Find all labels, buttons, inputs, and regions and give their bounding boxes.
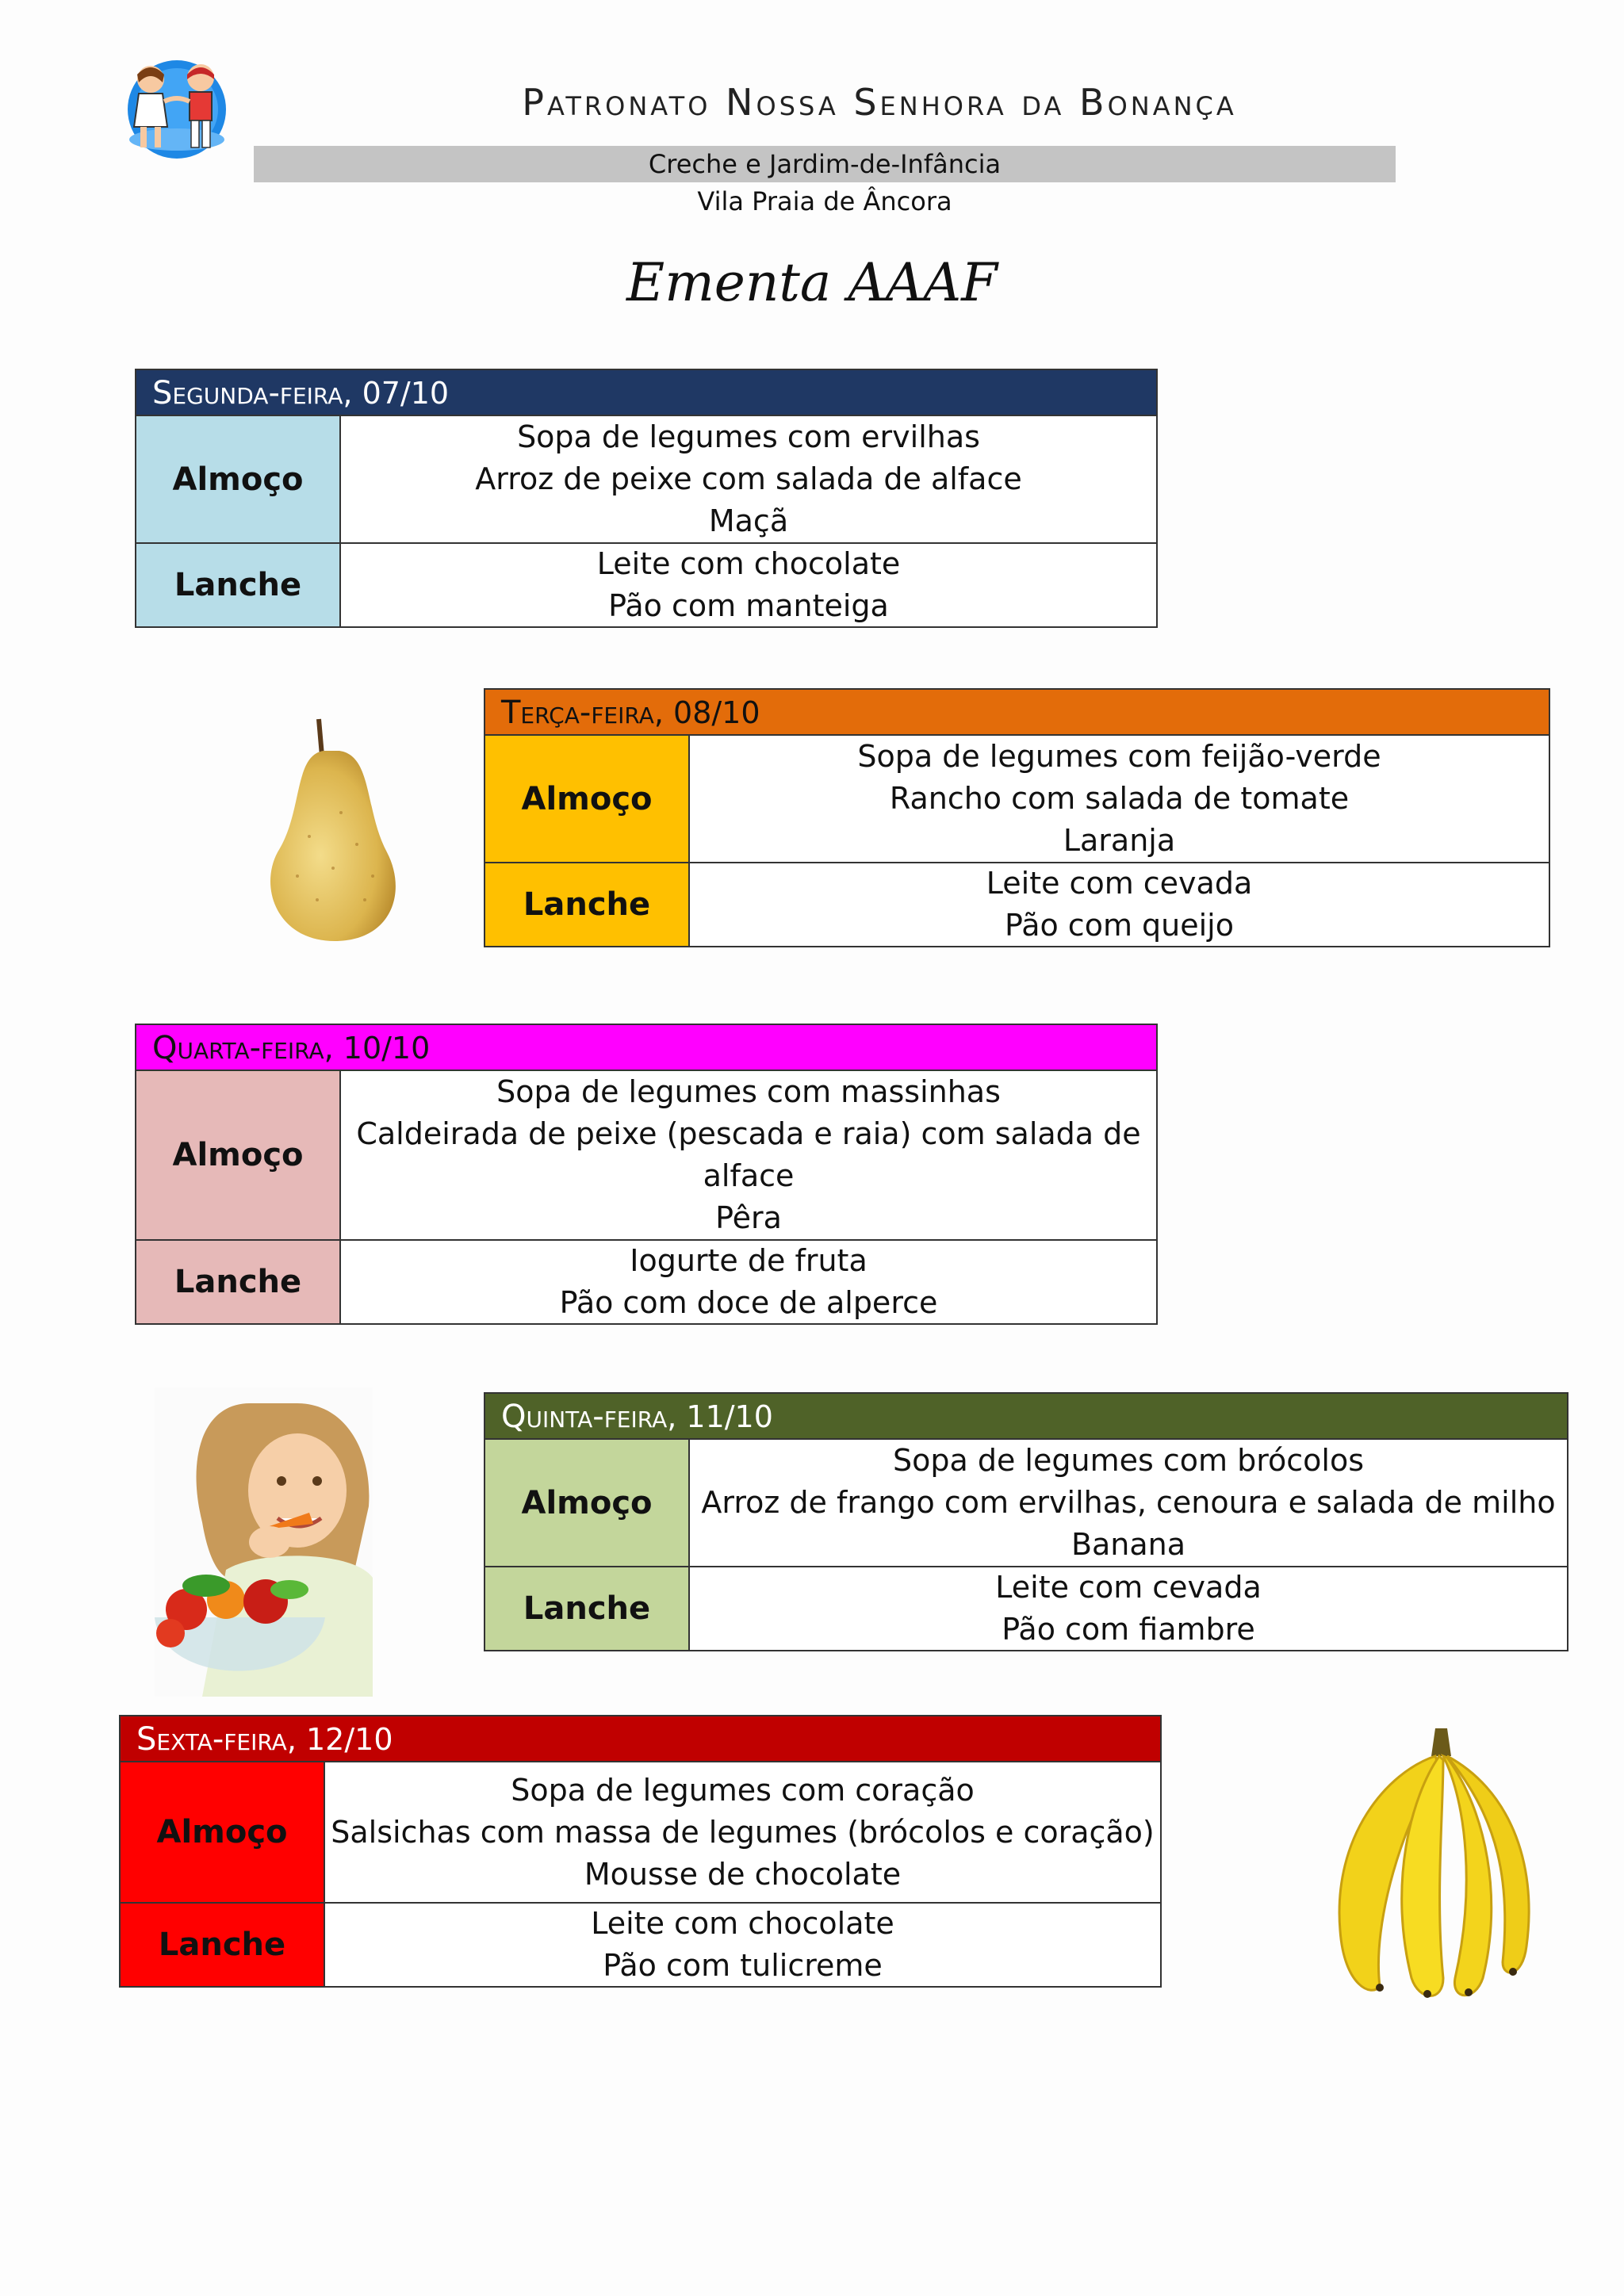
menu-item: alface [703, 1158, 795, 1193]
menu-item: Salsichas com massa de legumes (brócolos e coração) [331, 1814, 1155, 1850]
lunch-row [485, 1440, 1567, 1566]
menu-item: Arroz de frango com ervilhas, cenoura e salada de milho [701, 1485, 1556, 1520]
day-table-friday [119, 1715, 1162, 1988]
day-table-tuesday [484, 688, 1550, 947]
day-header [485, 690, 1549, 736]
lunch-items [341, 416, 1156, 542]
day-table-monday [135, 369, 1158, 628]
day-header [136, 1025, 1156, 1071]
day-name: Sexta-feira [136, 1721, 287, 1758]
menu-item: Sopa de legumes com ervilhas [517, 419, 980, 454]
pear-image [262, 718, 404, 943]
lunch-label: Almoço [485, 736, 690, 862]
snack-items [341, 544, 1156, 626]
snack-row [136, 1239, 1156, 1323]
day-name: Terça-feira [501, 695, 654, 731]
snack-row [121, 1902, 1160, 1986]
menu-item: Mousse de chocolate [584, 1856, 902, 1892]
menu-item: Pão com tulicreme [603, 1948, 883, 1983]
menu-item: Leite com cevada [995, 1570, 1262, 1605]
lunch-items [690, 736, 1549, 862]
snack-items [690, 863, 1549, 946]
bananas-image [1316, 1724, 1546, 2006]
lunch-label: Almoço [485, 1440, 690, 1566]
day-name: Segunda-feira [152, 375, 343, 411]
menu-item: Pão com doce de alperce [559, 1285, 938, 1320]
lunch-items [341, 1071, 1156, 1239]
menu-item: Sopa de legumes com feijão-verde [857, 739, 1381, 774]
menu-item: Leite com chocolate [591, 1906, 894, 1941]
lunch-row [485, 736, 1549, 862]
day-table-thursday [484, 1392, 1568, 1651]
day-date: , 11/10 [667, 1399, 773, 1434]
girl-eating-vegetables-image [155, 1387, 373, 1697]
lunch-label: Almoço [136, 1071, 341, 1239]
menu-item: Rancho com salada de tomate [889, 781, 1350, 816]
institution-subtitle: Creche e Jardim-de-Infância [254, 146, 1396, 182]
menu-item: Banana [1071, 1527, 1186, 1562]
menu-item: Leite com cevada [986, 866, 1253, 901]
day-table-wednesday [135, 1024, 1158, 1325]
day-date: , 10/10 [324, 1031, 431, 1066]
day-name: Quarta-feira [152, 1030, 324, 1066]
day-header [485, 1394, 1567, 1440]
menu-item: Sopa de legumes com massinhas [496, 1074, 1001, 1109]
menu-item: Maçã [708, 503, 789, 538]
snack-label: Lanche [485, 863, 690, 946]
lunch-items [690, 1440, 1567, 1566]
lunch-row [136, 1071, 1156, 1239]
snack-items [325, 1904, 1160, 1986]
menu-item: Sopa de legumes com brócolos [893, 1443, 1364, 1478]
menu-item: Caldeirada de peixe (pescada e raia) com salada de [356, 1116, 1141, 1151]
menu-item: Leite com chocolate [596, 546, 901, 581]
lunch-row [121, 1762, 1160, 1902]
menu-item: Arroz de peixe com salada de alface [475, 461, 1022, 496]
day-date: , 12/10 [286, 1722, 393, 1757]
day-name: Quinta-feira [501, 1399, 668, 1435]
snack-label: Lanche [121, 1904, 325, 1986]
snack-label: Lanche [485, 1567, 690, 1650]
location-text: Vila Praia de Âncora [697, 186, 952, 216]
snack-label: Lanche [136, 1241, 341, 1323]
lunch-row [136, 416, 1156, 542]
snack-row [485, 1566, 1567, 1650]
day-header [136, 370, 1156, 416]
day-date: , 08/10 [653, 695, 760, 730]
organization-title: Patronato Nossa Senhora da Bonança [522, 81, 1237, 124]
snack-label: Lanche [136, 544, 341, 626]
menu-title: Ementa AAAF [626, 252, 998, 313]
snack-row [485, 862, 1549, 946]
menu-item: Pão com manteiga [608, 588, 889, 623]
lunch-items [325, 1762, 1160, 1902]
snack-items [341, 1241, 1156, 1323]
menu-item: Pão com fiambre [1002, 1612, 1255, 1647]
menu-item: Laranja [1063, 823, 1176, 858]
day-date: , 07/10 [343, 376, 450, 411]
day-header [121, 1716, 1160, 1762]
snack-items [690, 1567, 1567, 1650]
lunch-label: Almoço [121, 1762, 325, 1902]
lunch-label: Almoço [136, 416, 341, 542]
menu-item: Iogurte de fruta [630, 1243, 868, 1278]
menu-item: Pêra [715, 1200, 782, 1235]
menu-item: Sopa de legumes com coração [511, 1772, 975, 1808]
snack-row [136, 542, 1156, 626]
menu-item: Pão com queijo [1004, 908, 1234, 943]
